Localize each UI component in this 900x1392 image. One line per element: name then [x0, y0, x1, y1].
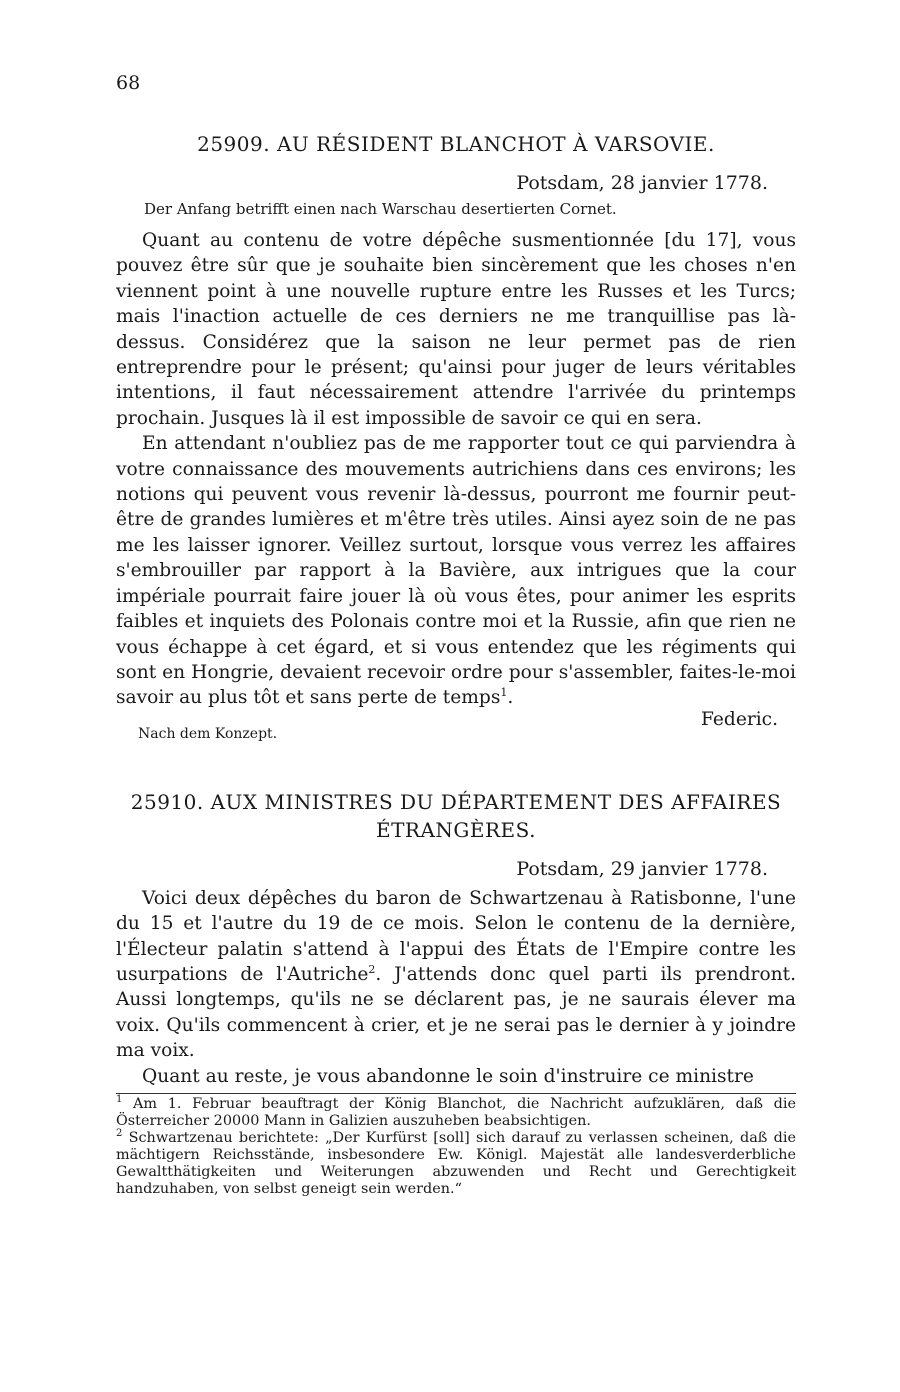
footnote-reference: 1	[500, 686, 508, 700]
paragraph-text: . J'attends donc quel parti ils prendront. Aussi longtemps, qu'ils ne se déclarent pas, je ne saurais élever ma voix. Qu'ils commencent à crier, et je ne serai pas le dernier à y joindre ma voix.	[116, 963, 796, 1062]
footnote-text: Am 1. Februar beauftragt der König Blanchot, die Nachricht aufzuklären, daß die Österreicher 20000 Mann in Galizien auszuheben beabsichtigen.	[116, 1095, 797, 1129]
letter-25910	[116, 788, 796, 1089]
letter-dateline: Potsdam, 29 janvier 1778.	[516, 857, 768, 880]
section-gap	[116, 742, 796, 788]
letter-heading: 25910. AUX MINISTRES DU DÉPARTEMENT DES AFFAIRES ÉTRANGÈRES.	[130, 789, 782, 842]
letter-paragraph: Quant au reste, je vous abandonne le soin d'instruire ce ministre	[142, 1065, 754, 1087]
document-page	[116, 72, 796, 1198]
footnote-mark: 2	[116, 1128, 123, 1140]
letter-paragraph	[116, 431, 796, 710]
footnotes	[116, 1093, 796, 1198]
paragraph-text: Voici deux dépêches du baron de Schwartzenau à Ratisbonne, l'une du 15 et l'autre du 19 de ce mois. Selon le contenu de la dernière, l'Électeur palatin s'attend à l'appui des États de l'Empire contre les usurpations de l'Autriche	[116, 887, 796, 985]
footnote	[116, 1130, 796, 1198]
letter-paragraph	[116, 886, 796, 1064]
letter-dateline: Potsdam, 28 janvier 1778.	[516, 172, 768, 194]
letter-25909	[116, 130, 796, 742]
source-note: Nach dem Konzept.	[138, 725, 278, 742]
footnote-reference: 2	[368, 962, 376, 976]
footnote-mark: 1	[116, 1094, 123, 1106]
paragraph-end: .	[507, 687, 514, 709]
letter-heading: 25909. AU RÉSIDENT BLANCHOT À VARSOVIE.	[197, 132, 715, 156]
letter-summary: Der Anfang betrifft einen nach Warschau desertierten Cornet.	[144, 200, 617, 218]
letter-paragraph: Quant au contenu de votre dépêche susmentionnée [du 17], vous pouvez être sûr que je souhaite bien sincèrement que les choses n'en viennent point à une nouvelle rupture entre les Russes et les Turcs; mais l'inaction actuelle de ces derniers ne me tranquillise pas là-dessus. Considérez que la saison ne leur permet pas de rien entreprendre pour le présent; qu'ainsi pour juger de leurs véritables intentions, il faut nécessairement attendre l'arrivée du printemps prochain. Jusques là il est impossible de savoir ce qui en sera.	[116, 230, 796, 429]
paragraph-text: En attendant n'oubliez pas de me rapporter tout ce qui parviendra à votre connaissance des mouvements autrichiens dans ces environs; les notions qui peuvent vous revenir là-dessus, pourront me fournir peut-être de grandes lumières et m'être très utiles. Ainsi ayez soin de ne pas me les laisser ignorer. Veillez surtout, lorsque vous verrez les affaires s'embrouiller par rapport à la Bavière, aux intrigues que la cour impériale pourrait faire jouer là où vous êtes, pour animer les esprits faibles et inquiets des Polonais contre moi et la Russie, afin que rien ne vous échappe à cet égard, et si vous entendez que les régiments qui sont en Hongrie, devaient recevoir ordre pour s'assembler, faites-le-moi savoir au plus tôt et sans perte de temps	[116, 433, 796, 709]
page-number: 68	[116, 72, 141, 94]
footnote	[116, 1096, 796, 1130]
letter-signature: Federic.	[701, 708, 778, 730]
footnote-text: Schwartzenau berichtete: „Der Kurfürst [soll] sich darauf zu verlassen scheinen, daß die mächtigern Reichsstände, insbesondere Ew. Königl. Majestät alle landesverderbliche Gewaltthätigkeiten und Weiterungen abzuwenden und Recht und Gerechtigkeit handzuhaben, von selbst geneigt sein werden.“	[116, 1129, 796, 1197]
